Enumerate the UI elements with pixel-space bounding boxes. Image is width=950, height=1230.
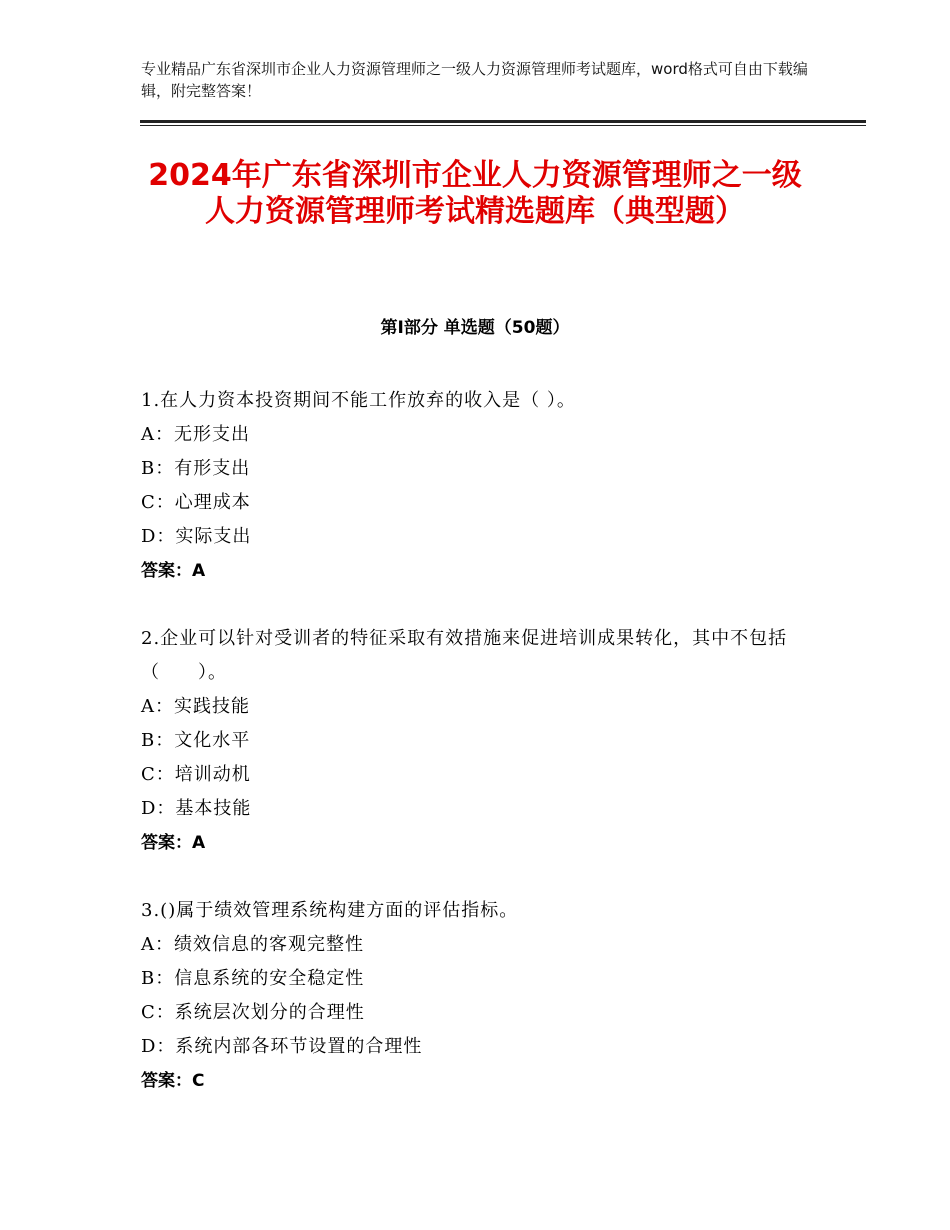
option-b: B：信息系统的安全稳定性 (141, 968, 365, 989)
answer-line: 答案：A (141, 561, 206, 581)
option-d: D：系统内部各环节设置的合理性 (141, 1036, 423, 1057)
question-item (141, 622, 811, 860)
document-title: 2024年广东省深圳市企业人力资源管理师之一级人力资源管理师考试精选题库（典型题） (148, 158, 802, 229)
question-text: 1.在人力资本投资期间不能工作放弃的收入是（ ）。 (141, 390, 576, 411)
question-text: 2.企业可以针对受训者的特征采取有效措施来促进培训成果转化，其中不包括（ ）。 (141, 628, 788, 683)
answer-line: 答案：C (141, 1071, 205, 1091)
answer-line: 答案：A (141, 833, 206, 853)
question-item (141, 894, 811, 1098)
option-a: A：无形支出 (141, 424, 250, 445)
header-divider-thick (140, 120, 866, 123)
question-item (141, 384, 811, 588)
option-c: C：培训动机 (141, 764, 251, 785)
section-title: 第Ⅰ部分 单选题（50题） (380, 318, 570, 338)
option-b: B：有形支出 (141, 458, 251, 479)
header-note: 专业精品广东省深圳市企业人力资源管理师之一级人力资源管理师考试题库，word格式可自由下载编辑，附完整答案！ (141, 60, 808, 100)
option-a: A：绩效信息的客观完整性 (141, 934, 364, 955)
question-list (141, 384, 811, 1132)
header-divider-thin (140, 125, 866, 126)
option-d: D：基本技能 (141, 798, 252, 819)
option-c: C：心理成本 (141, 492, 251, 513)
option-d: D：实际支出 (141, 526, 252, 547)
option-b: B：文化水平 (141, 730, 251, 751)
question-text: 3.()属于绩效管理系统构建方面的评估指标。 (141, 900, 519, 921)
option-c: C：系统层次划分的合理性 (141, 1002, 365, 1023)
option-a: A：实践技能 (141, 696, 250, 717)
